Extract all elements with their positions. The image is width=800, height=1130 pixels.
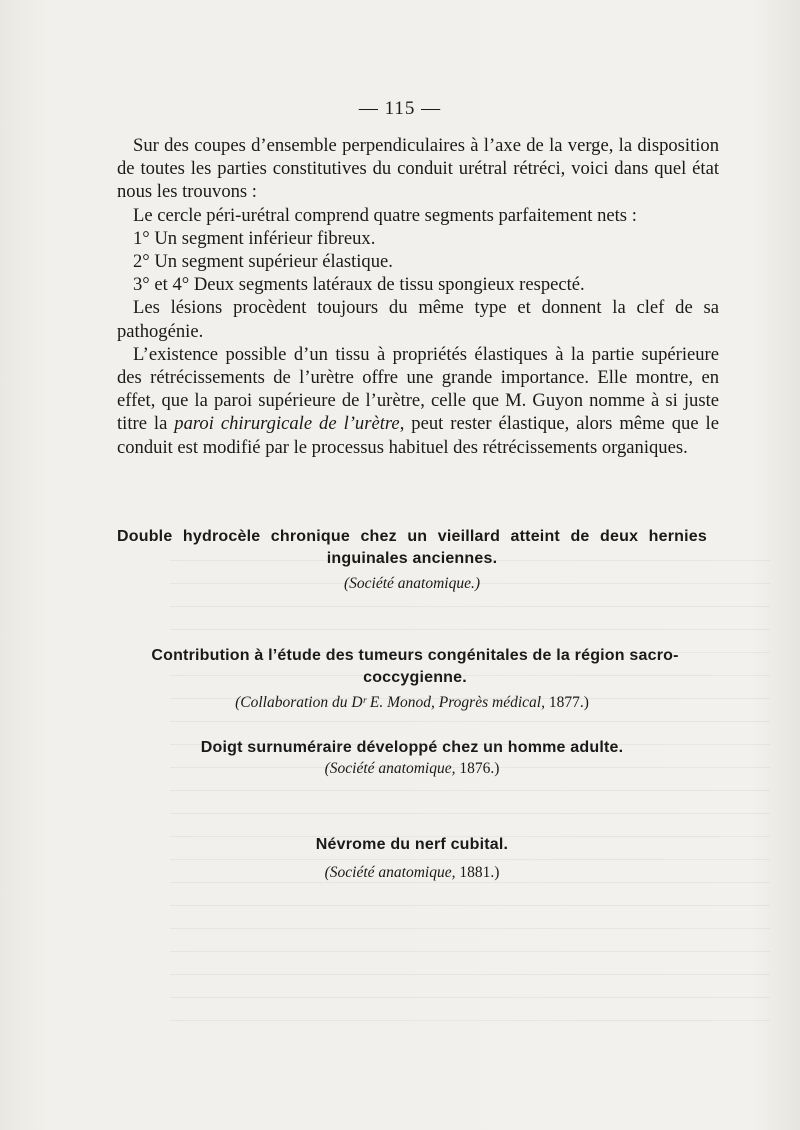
- item-title-hydrocele: Double hydrocèle chronique chez un vieillard atteint de deux hernies inguinales anciennes.: [117, 528, 707, 567]
- list-item-2: 2° Un segment supérieur élastique.: [133, 251, 393, 273]
- item-source-nevrome-italic: (Société anatomique,: [324, 864, 456, 881]
- item-source-tumeurs-italic: (Collaboration du Dʳ E. Monod, Progrès médical,: [235, 694, 545, 711]
- body-text: [117, 134, 719, 459]
- item-source-doigt-italic: (Société anatomique,: [324, 760, 456, 777]
- list-item-3-4: 3° et 4° Deux segments latéraux de tissu spongieux respecté.: [133, 274, 585, 296]
- list-item-1: 1° Un segment inférieur fibreux.: [133, 227, 376, 249]
- item-source-doigt: [117, 760, 707, 778]
- paragraph-4-text-a: L’existence possible d’un tissu à propriétés élastiques à la partie supérieure des rétrécissements de l’urètre offre une grande importance. Elle montre, en effet, que la paroi supérieure de l’urètre, celle que M. Guyon nomme à si juste titre la: [117, 343, 719, 435]
- paragraph-4-italic: paroi chirurgicale de l’urètre: [174, 413, 400, 435]
- item-source-nevrome: [117, 864, 707, 882]
- page-number: — 115 —: [358, 98, 442, 119]
- item-source-nevrome-year: 1881.): [455, 864, 500, 881]
- paragraph-1: Sur des coupes d’ensemble perpendiculaires à l’axe de la verge, la disposition de toutes les parties constitutives du conduit urétral rétréci, voici dans quel état nous les trouvons :: [117, 135, 719, 203]
- item-source-tumeurs-year: 1877.): [544, 694, 589, 711]
- bleed-through-texture: [170, 560, 770, 1040]
- item-title-nevrome: Névrome du nerf cubital.: [315, 836, 509, 853]
- item-title-doigt: Doigt surnuméraire développé chez un homme adulte.: [200, 739, 624, 756]
- paragraph-4-text-b: , peut rester élastique, alors même que le conduit est modifié par le processus habituel des rétrécissements organiques.: [117, 413, 719, 458]
- paragraph-3: Les lésions procèdent toujours du même type et donnent la clef de sa pathogénie.: [117, 297, 719, 342]
- item-source-hydrocele-italic: (Société anatomique.): [343, 575, 480, 592]
- paragraph-4: [117, 343, 719, 459]
- item-source-hydrocele: [117, 575, 707, 593]
- item-source-doigt-year: 1876.): [455, 760, 500, 777]
- paragraph-2: Le cercle péri-urétral comprend quatre segments parfaitement nets :: [133, 204, 637, 226]
- item-source-tumeurs: [117, 694, 707, 712]
- item-title-tumeurs: Contribution à l’étude des tumeurs congénitales de la région sacro-coccygienne.: [151, 647, 679, 686]
